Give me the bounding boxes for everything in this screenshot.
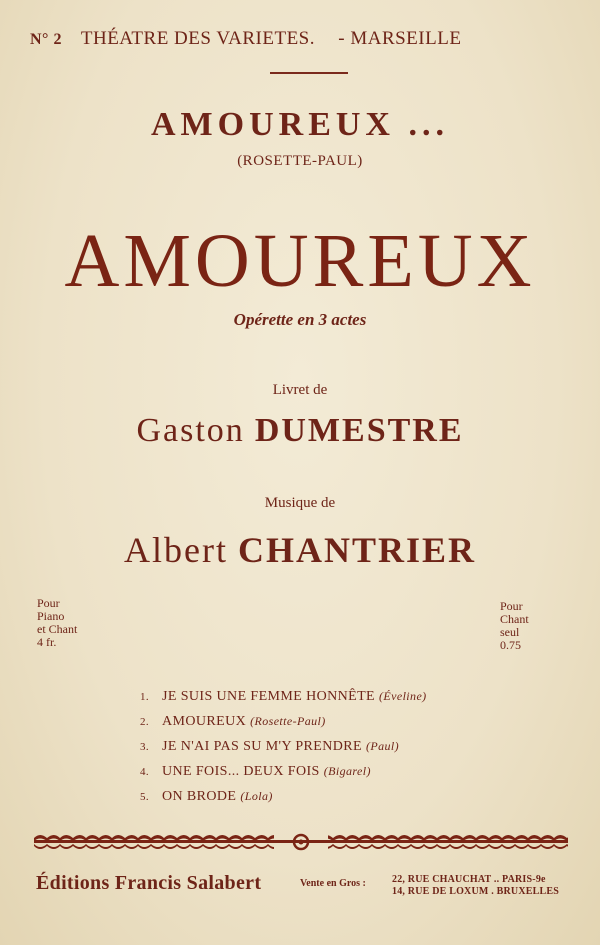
header-divider (270, 72, 348, 74)
song-item (140, 734, 500, 759)
price-left-line: et Chant (37, 622, 78, 636)
song-number: 4. (140, 766, 150, 778)
operetta-title: AMOUREUX (64, 219, 536, 303)
price-chant-seul (500, 600, 570, 652)
theatre-name: THÉATRE DES VARIETES. (80, 28, 315, 49)
song-character: (Lola) (240, 789, 273, 803)
song-name: JE SUIS UNE FEMME HONNÊTE (162, 689, 375, 704)
song-item (140, 759, 500, 784)
publisher-name: Éditions Francis Salabert (36, 872, 262, 894)
price-right-line: Chant (500, 612, 529, 626)
song-number: 2. (140, 716, 150, 728)
operetta-subtitle: Opérette en 3 actes (233, 310, 367, 329)
song-character: (Bigarel) (323, 764, 371, 778)
song-name: UNE FOIS... DEUX FOIS (162, 764, 320, 779)
price-left-line: 4 fr. (37, 635, 57, 649)
price-piano-chant (37, 597, 107, 649)
song-list (140, 684, 500, 809)
song-title: AMOUREUX ... (151, 106, 449, 143)
composer-name (0, 529, 600, 571)
song-name: JE N'AI PAS SU M'Y PRENDRE (162, 739, 362, 754)
address-brussels: 14, RUE DE LOXUM . BRUXELLES (392, 886, 560, 897)
publisher-addresses (392, 874, 559, 898)
song-name: AMOUREUX (162, 714, 247, 729)
composer-last-name: CHANTRIER (237, 530, 476, 570)
song-number: 1. (140, 691, 150, 703)
librettist-first-name: Gaston (136, 412, 245, 449)
address-paris: 22, RUE CHAUCHAT .. PARIS-9e (392, 874, 546, 885)
price-right-line: seul (500, 625, 520, 639)
theatre-city: - MARSEILLE (338, 28, 462, 49)
price-right-line: 0.75 (500, 638, 521, 652)
price-right-line: Pour (500, 599, 523, 613)
decorative-border-ornament (34, 832, 568, 852)
song-name: ON BRODE (162, 789, 237, 804)
song-character: (Paul) (365, 739, 400, 753)
song-item (140, 684, 500, 709)
price-left-line: Piano (37, 609, 65, 623)
theatre-header (30, 28, 570, 50)
song-character: (Éveline) (379, 689, 427, 703)
librettist-last-name: DUMESTRE (254, 412, 464, 449)
wholesale-label: Vente en Gros : (300, 878, 366, 889)
musique-label: Musique de (264, 495, 336, 511)
price-left-line: Pour (37, 596, 60, 610)
song-item (140, 784, 500, 809)
librettist-name (0, 412, 600, 450)
song-item (140, 709, 500, 734)
issue-number: N° 2 (30, 31, 62, 48)
song-voices: (ROSETTE-PAUL) (237, 153, 363, 169)
composer-first-name: Albert (124, 530, 228, 570)
song-number: 5. (140, 791, 150, 803)
song-number: 3. (140, 741, 150, 753)
livret-label: Livret de (272, 382, 328, 398)
song-character: (Rosette-Paul) (250, 714, 326, 728)
